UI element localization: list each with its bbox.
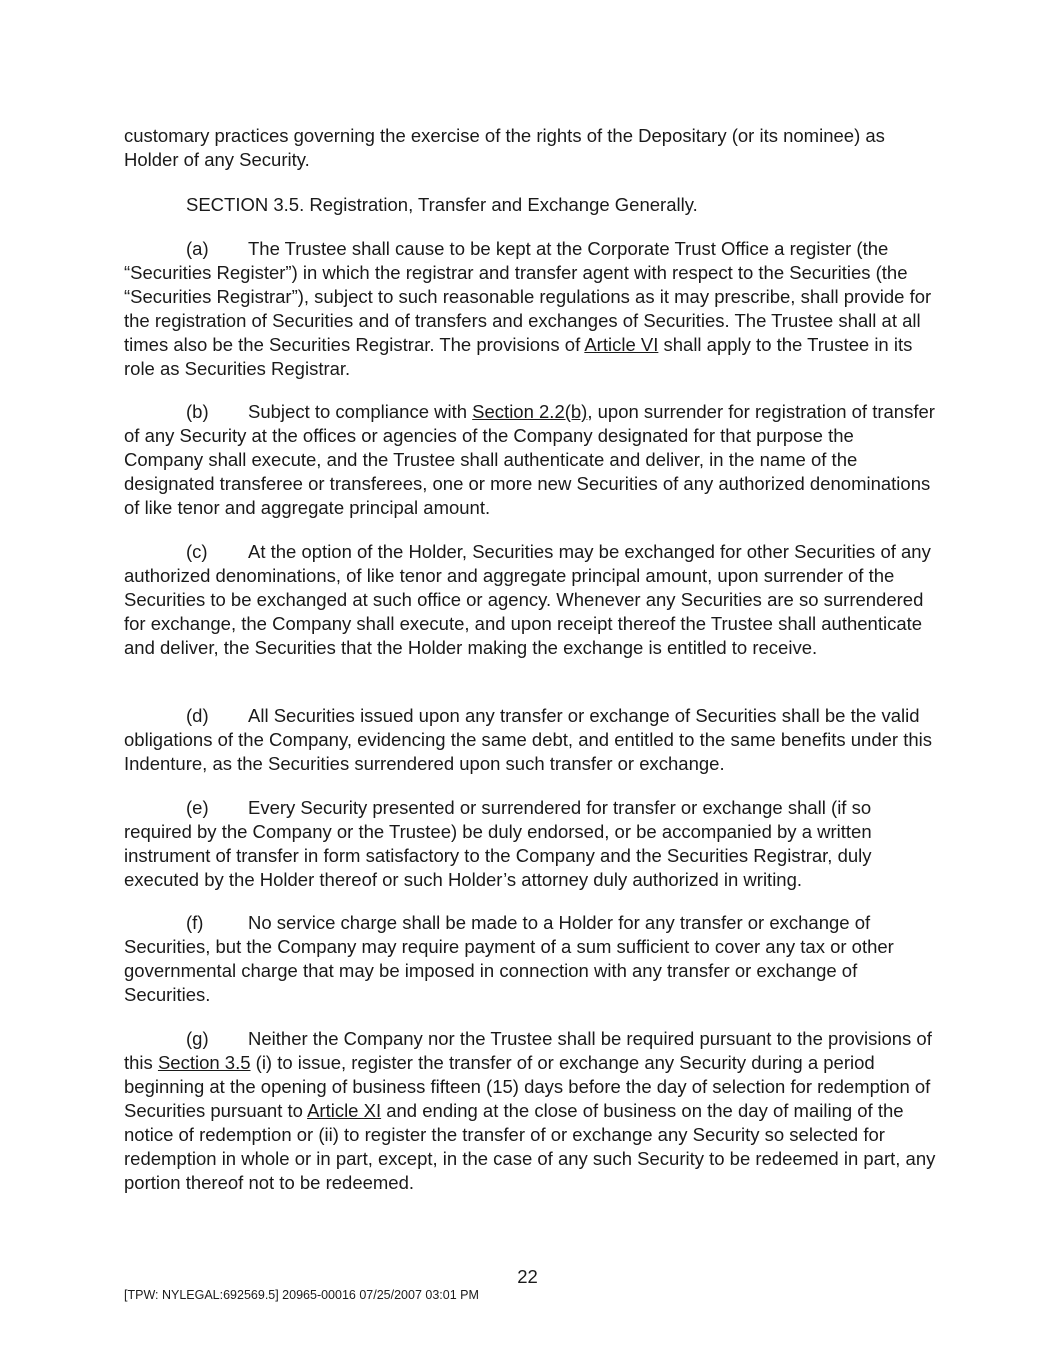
intro-paragraph <box>124 124 936 172</box>
paragraph-e-text: Every Security presented or surrendered for transfer or exchange shall (if so required by the Company or the Trustee) be duly endorsed, or be accompanied by a written instrument of transfer in form satisfactory to the Company and the Securities Registrar, duly executed by the Holder thereof or such Holder’s attorney duly authorized in writing. <box>124 797 872 890</box>
paragraph-d-text: All Securities issued upon any transfer or exchange of Securities shall be the valid obligations of the Company, evidencing the same debt, and entitled to the same benefits under this Indenture, as the Securities surrendered upon such transfer or exchange. <box>124 705 933 774</box>
paragraph-a <box>124 237 936 381</box>
paragraph-e <box>124 796 936 892</box>
paragraph-d <box>124 704 936 776</box>
paragraph-a-label: (a) <box>186 238 209 259</box>
section-heading-text: SECTION 3.5. Registration, Transfer and Exchange Generally. <box>186 194 698 215</box>
paragraph-b <box>124 400 936 520</box>
article-vi-link[interactable]: Article VI <box>584 334 659 355</box>
paragraph-d-label: (d) <box>186 705 209 726</box>
paragraph-a-text-continued: shall apply to the Trustee in its role as Securities Registrar. <box>124 334 913 379</box>
paragraph-f-text: No service charge shall be made to a Holder for any transfer or exchange of Securities, but the Company may require payment of a sum sufficient to cover any tax or other governmental charge that may be imposed in connection with any transfer or exchange of Securities. <box>124 912 894 1005</box>
paragraph-g-text-end: and ending at the close of business on the day of mailing of the notice of redemption or (ii) to register the transfer of or exchange any Security so selected for redemption in whole or in part, except, in the case of any such Security to be redeemed in part, any portion thereof not to be redeemed. <box>124 1100 936 1193</box>
paragraph-b-label: (b) <box>186 401 209 422</box>
paragraph-a-text: The Trustee shall cause to be kept at the Corporate Trust Office a register (the “Securities Register”) in which the registrar and transfer agent with respect to the Securities (the “Securities Registrar”), subject to such reasonable regulations as it may prescribe, shall provide for the registration of Securities and of transfers and exchanges of Securities. The Trustee shall at all times also be the Securities Registrar. The provisions of <box>124 238 932 355</box>
paragraph-b-text: Subject to compliance with <box>248 401 473 422</box>
document-identifier: [TPW: NYLEGAL:692569.5] 20965-00016 07/25/2007 03:01 PM <box>124 1288 479 1302</box>
paragraph-f-label: (f) <box>186 912 204 933</box>
section-3-5-link[interactable]: Section 3.5 <box>157 1052 251 1073</box>
intro-text: customary practices governing the exercise of the rights of the Depositary (or its nominee) as Holder of any Security. <box>124 125 885 170</box>
page-number: 22 <box>517 1266 538 1287</box>
paragraph-b-text-continued: , upon surrender for registration of transfer of any Security at the offices or agencies of the Company designated for that purpose the Company shall execute, and the Trustee shall authenticate and deliver, in the name of the designated transferee or transferees, one or more new Securities of any authorized denominations of like tenor and aggregate principal amount. <box>124 401 935 518</box>
section-2-2b-link[interactable]: Section 2.2(b) <box>472 401 588 422</box>
section-heading <box>124 193 936 217</box>
paragraph-f <box>124 911 936 1007</box>
paragraph-c <box>124 540 936 660</box>
article-xi-link[interactable]: Article XI <box>307 1100 382 1121</box>
paragraph-g-text: Neither the Company nor the Trustee shall be required pursuant to the provisions of this <box>124 1028 932 1073</box>
paragraph-g-text-middle: (i) to issue, register the transfer of or exchange any Security during a period beginning at the opening of business fifteen (15) days before the day of selection for redemption of Securities pursuant to <box>124 1052 931 1121</box>
paragraph-e-label: (e) <box>186 797 209 818</box>
paragraph-c-text: At the option of the Holder, Securities may be exchanged for other Securities of any authorized denominations, of like tenor and aggregate principal amount, upon surrender of the Securities to be exchanged at such office or agency. Whenever any Securities are so surrendered for exchange, the Company shall execute, and upon receipt thereof the Trustee shall authenticate and deliver, the Securities that the Holder making the exchange is entitled to receive. <box>124 541 931 658</box>
paragraph-c-label: (c) <box>186 541 208 562</box>
paragraph-g-label: (g) <box>186 1028 209 1049</box>
paragraph-g <box>124 1027 936 1195</box>
